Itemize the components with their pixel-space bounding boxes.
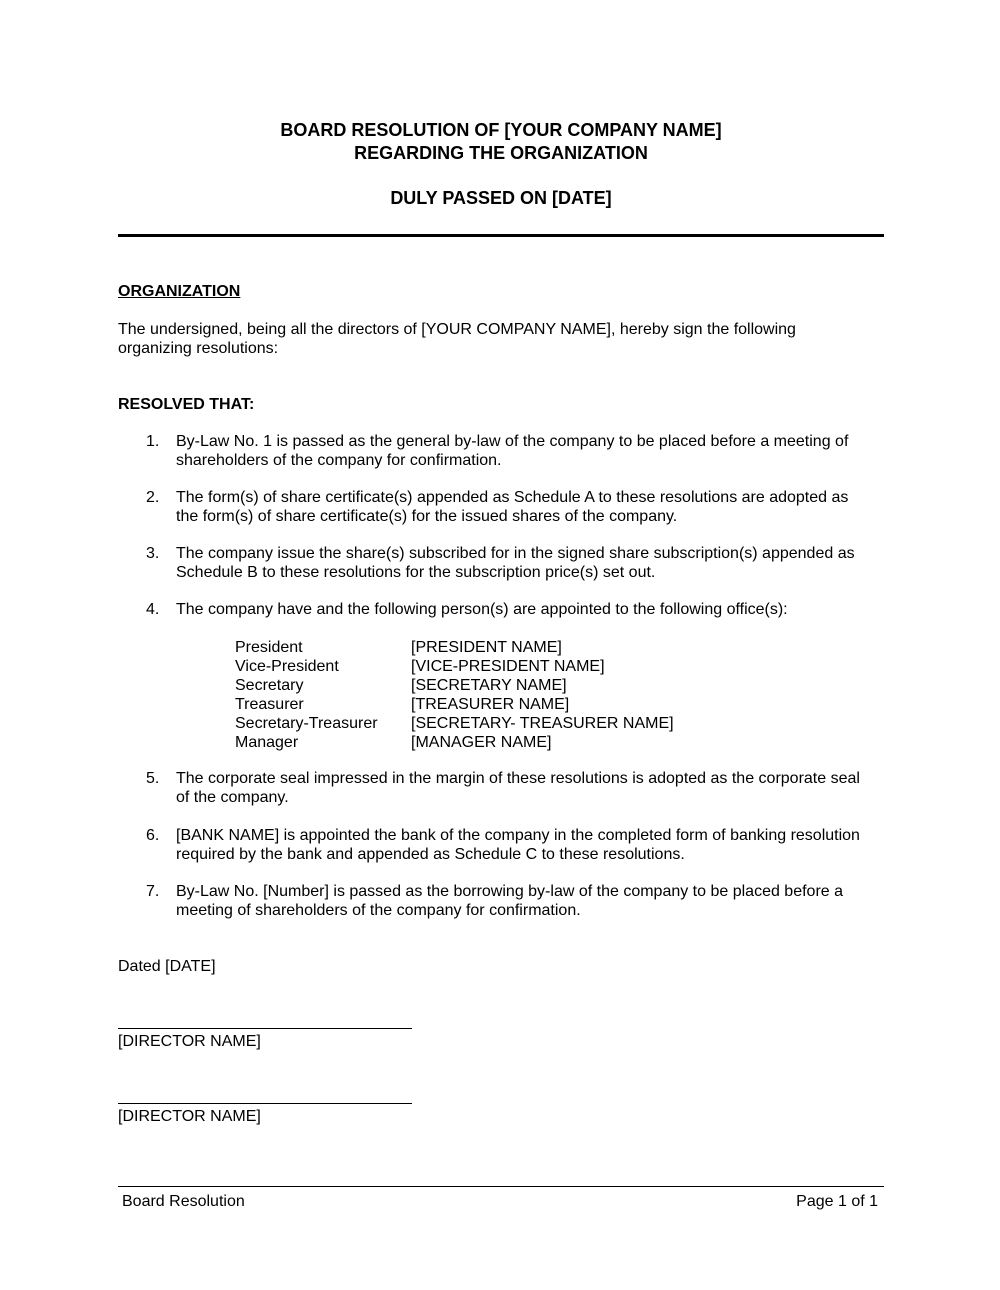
item-line: [BANK NAME] is appointed the bank of the company in the completed form of banking resolution	[176, 827, 860, 844]
item-line: Schedule B to these resolutions for the subscription price(s) set out.	[176, 564, 656, 581]
item-line: By-Law No. 1 is passed as the general by-law of the company to be placed before a meeting of	[176, 433, 849, 450]
officer-title: Secretary-Treasurer	[235, 715, 378, 732]
intro-paragraph-line-2: organizing resolutions:	[118, 340, 279, 357]
resolved-heading: RESOLVED THAT:	[118, 396, 255, 413]
item-number: 3.	[146, 545, 160, 562]
officer-name: [MANAGER NAME]	[411, 734, 552, 751]
item-number: 2.	[146, 489, 160, 506]
item-text	[176, 600, 886, 619]
item-line: The form(s) of share certificate(s) appended as Schedule A to these resolutions are adopted as	[176, 489, 849, 506]
item-line: the form(s) of share certificate(s) for the issued shares of the company.	[176, 508, 678, 525]
item-number: 7.	[146, 883, 160, 900]
item-line: of the company.	[176, 789, 289, 806]
item-line: The company issue the share(s) subscribed for in the signed share subscription(s) appended as	[176, 545, 855, 562]
document-title: BOARD RESOLUTION OF [YOUR COMPANY NAME]	[280, 120, 722, 140]
document-subtitle: REGARDING THE ORGANIZATION	[354, 143, 648, 163]
item-number: 6.	[146, 827, 160, 844]
item-line: The company have and the following person(s) are appointed to the following office(s):	[176, 601, 788, 618]
officer-name: [PRESIDENT NAME]	[411, 639, 562, 656]
officer-title: President	[235, 639, 303, 656]
item-number: 1.	[146, 433, 160, 450]
dated-line: Dated [DATE]	[118, 958, 216, 975]
passed-date-heading: DULY PASSED ON [DATE]	[390, 188, 612, 208]
item-text	[176, 488, 886, 526]
item-text	[176, 769, 886, 807]
officer-title: Vice-President	[235, 658, 339, 675]
officer-name: [SECRETARY NAME]	[411, 677, 567, 694]
director-name: [DIRECTOR NAME]	[118, 1033, 261, 1050]
item-text	[176, 432, 886, 470]
item-number: 4.	[146, 601, 160, 618]
item-line: required by the bank and appended as Schedule C to these resolutions.	[176, 846, 685, 863]
item-text	[176, 882, 886, 920]
officer-title: Treasurer	[235, 696, 304, 713]
item-text	[176, 826, 886, 864]
item-line: meeting of shareholders of the company for confirmation.	[176, 902, 581, 919]
officer-name: [VICE-PRESIDENT NAME]	[411, 658, 605, 675]
organization-heading: ORGANIZATION	[118, 283, 241, 300]
header-divider	[118, 234, 884, 237]
footer-page-number: Page 1 of 1	[796, 1193, 878, 1210]
officer-title: Secretary	[235, 677, 304, 694]
footer-document-name: Board Resolution	[122, 1193, 245, 1210]
item-number: 5.	[146, 770, 160, 787]
signature-line	[118, 1028, 412, 1029]
item-line: shareholders of the company for confirmation.	[176, 452, 502, 469]
item-line: By-Law No. [Number] is passed as the borrowing by-law of the company to be placed before a	[176, 883, 844, 900]
item-line: The corporate seal impressed in the margin of these resolutions is adopted as the corporate seal	[176, 770, 860, 787]
director-name: [DIRECTOR NAME]	[118, 1108, 261, 1125]
footer-divider	[118, 1186, 884, 1187]
officer-name: [SECRETARY- TREASURER NAME]	[411, 715, 674, 732]
item-text	[176, 544, 886, 582]
intro-paragraph-line-1: The undersigned, being all the directors of [YOUR COMPANY NAME], hereby sign the following	[118, 321, 796, 338]
signature-line	[118, 1103, 412, 1104]
officer-title: Manager	[235, 734, 299, 751]
officer-name: [TREASURER NAME]	[411, 696, 570, 713]
